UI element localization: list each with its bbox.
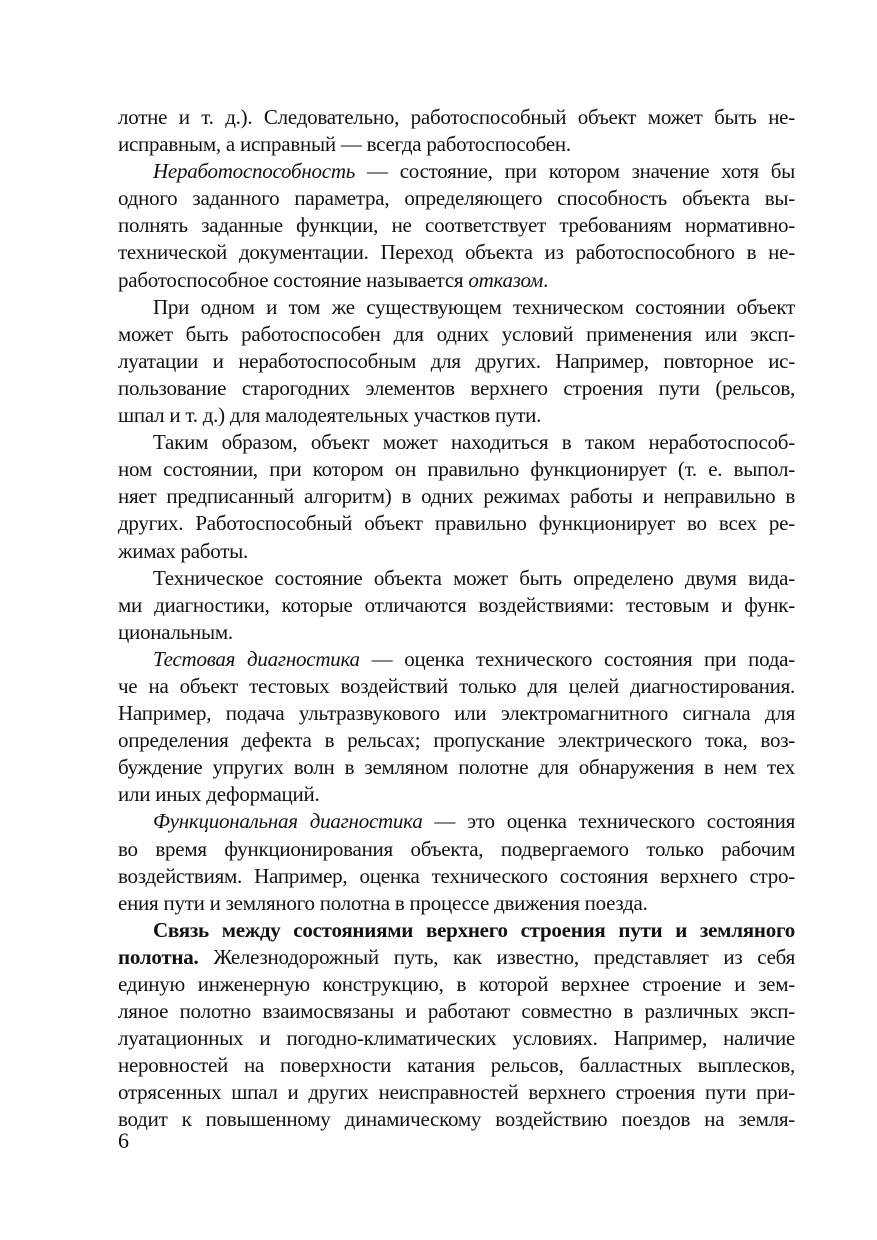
text-run: или иных деформаций. xyxy=(118,782,320,807)
page-number: 6 xyxy=(118,1128,129,1153)
text-run: может быть работоспособен для одних условий применения или эксп- xyxy=(118,321,795,346)
text-line xyxy=(118,592,795,619)
text-line xyxy=(118,402,795,429)
text-line xyxy=(118,429,795,456)
text-run: отрясенных шпал и других неисправностей верхнего строения пути при- xyxy=(118,1080,795,1105)
paragraph xyxy=(118,429,795,564)
text-line xyxy=(118,619,795,646)
text-line xyxy=(118,239,795,266)
text-line xyxy=(118,294,795,321)
bold-heading: полотна. xyxy=(118,944,199,969)
text-line xyxy=(118,131,795,158)
text-run: . xyxy=(543,267,549,292)
text-run: одного заданного параметра, определяющего способность объекта вы- xyxy=(118,186,795,211)
text-run: водит к повышенному динамическому воздействию поездов на земля- xyxy=(118,1107,795,1132)
text-run: Железнодорожный путь, как известно, представляет из себя xyxy=(198,944,795,969)
page-body xyxy=(118,104,795,1134)
text-line xyxy=(118,781,795,808)
text-run: других. Работоспособный объект правильно функционирует во всех ре- xyxy=(118,511,795,536)
text-run: луатационных и погодно-климатических условиях. Например, наличие xyxy=(118,1026,795,1051)
text-line xyxy=(118,1106,795,1133)
text-line xyxy=(118,321,795,348)
paragraph xyxy=(118,158,795,293)
italic-term: Функциональная диагностика xyxy=(153,809,423,834)
text-line xyxy=(118,348,795,375)
text-run: — состояние, при котором значение хотя бы xyxy=(355,159,795,184)
text-run: При одном и том же существующем техническом состоянии объект xyxy=(153,294,795,319)
text-run: жимах работы. xyxy=(118,538,248,563)
text-line xyxy=(118,754,795,781)
text-line xyxy=(118,998,795,1025)
text-run: циональным. xyxy=(118,619,233,644)
text-run: воздействиям. Например, оценка технического состояния верхнего стро- xyxy=(118,863,795,888)
text-line xyxy=(118,808,795,835)
paragraph xyxy=(118,646,795,809)
text-line xyxy=(118,700,795,727)
text-line xyxy=(118,510,795,537)
text-line xyxy=(118,944,795,971)
paragraph xyxy=(118,565,795,646)
text-run: луатации и неработоспособным для других. Например, повторное ис- xyxy=(118,348,795,373)
bold-heading: Связь между состояниями верхнего строения пути и земляного xyxy=(153,917,795,942)
text-line xyxy=(118,863,795,890)
text-run: ми диагностики, которые отличаются воздействиями: тестовым и функ- xyxy=(118,592,795,617)
text-run: Например, подача ультразвукового или электромагнитного сигнала для xyxy=(118,701,795,726)
text-run: исправным, а исправный — всегда работоспособен. xyxy=(118,132,571,157)
italic-term: Тестовая диагностика xyxy=(153,646,360,671)
text-run: определения дефекта в рельсах; пропускание электрического тока, воз- xyxy=(118,728,795,753)
italic-term: отказом xyxy=(468,267,544,292)
text-run: во время функционирования объекта, подвергаемого только рабочим xyxy=(118,836,795,861)
text-run: единую инженерную конструкцию, в которой верхнее строение и зем- xyxy=(118,972,795,996)
text-run: — оценка технического состояния при пода- xyxy=(359,646,795,671)
text-line xyxy=(118,212,795,239)
text-line xyxy=(118,971,795,998)
paragraph xyxy=(118,104,795,158)
text-line xyxy=(118,1025,795,1052)
text-run: буждение упругих волн в земляном полотне для обнаружения в нем тех xyxy=(118,755,795,780)
text-run: ном состоянии, при котором он правильно функционирует (т. е. выпол- xyxy=(118,457,795,482)
text-run: ляное полотно взаимосвязаны и работают совместно в различных эксп- xyxy=(118,999,795,1024)
paragraph xyxy=(118,294,795,429)
text-run: лотне и т. д.). Следовательно, работоспособный объект может быть не- xyxy=(118,105,795,129)
text-run: че на объект тестовых воздействий только для целей диагностирования. xyxy=(118,673,795,698)
text-run: технической документации. Переход объекта из работоспособного в не- xyxy=(118,240,795,265)
text-run: полнять заданные функции, не соответствует требованиям нормативно- xyxy=(118,213,795,238)
paragraph xyxy=(118,917,795,1134)
text-line xyxy=(118,456,795,483)
text-run: ения пути и земляного полотна в процессе движения поезда. xyxy=(118,890,648,915)
text-run: работоспособное состояние называется xyxy=(118,267,469,292)
text-line xyxy=(118,1079,795,1106)
text-run: шпал и т. д.) для малодеятельных участков пути. xyxy=(118,403,542,428)
text-line xyxy=(118,538,795,565)
text-line xyxy=(118,890,795,917)
text-line xyxy=(118,158,795,185)
text-run: неровностей на поверхности катания рельсов, балластных выплесков, xyxy=(118,1053,795,1078)
text-line xyxy=(118,375,795,402)
text-line xyxy=(118,917,795,944)
italic-term: Неработоспособность xyxy=(153,159,356,184)
text-line xyxy=(118,104,795,131)
text-line xyxy=(118,483,795,510)
text-run: Таким образом, объект может находиться в таком неработоспособ- xyxy=(153,430,795,455)
text-line xyxy=(118,1052,795,1079)
text-line xyxy=(118,727,795,754)
text-run: — это оценка технического состояния xyxy=(422,809,795,834)
text-line xyxy=(118,646,795,673)
text-line xyxy=(118,565,795,592)
text-run: няет предписанный алгоритм) в одних режимах работы и неправильно в xyxy=(118,484,795,509)
text-line xyxy=(118,267,795,294)
text-run: Техническое состояние объекта может быть определено двумя вида- xyxy=(153,565,795,590)
text-line xyxy=(118,185,795,212)
text-run: пользование старогодних элементов верхнего строения пути (рельсов, xyxy=(118,375,795,400)
text-line xyxy=(118,673,795,700)
paragraph xyxy=(118,808,795,916)
text-line xyxy=(118,836,795,863)
